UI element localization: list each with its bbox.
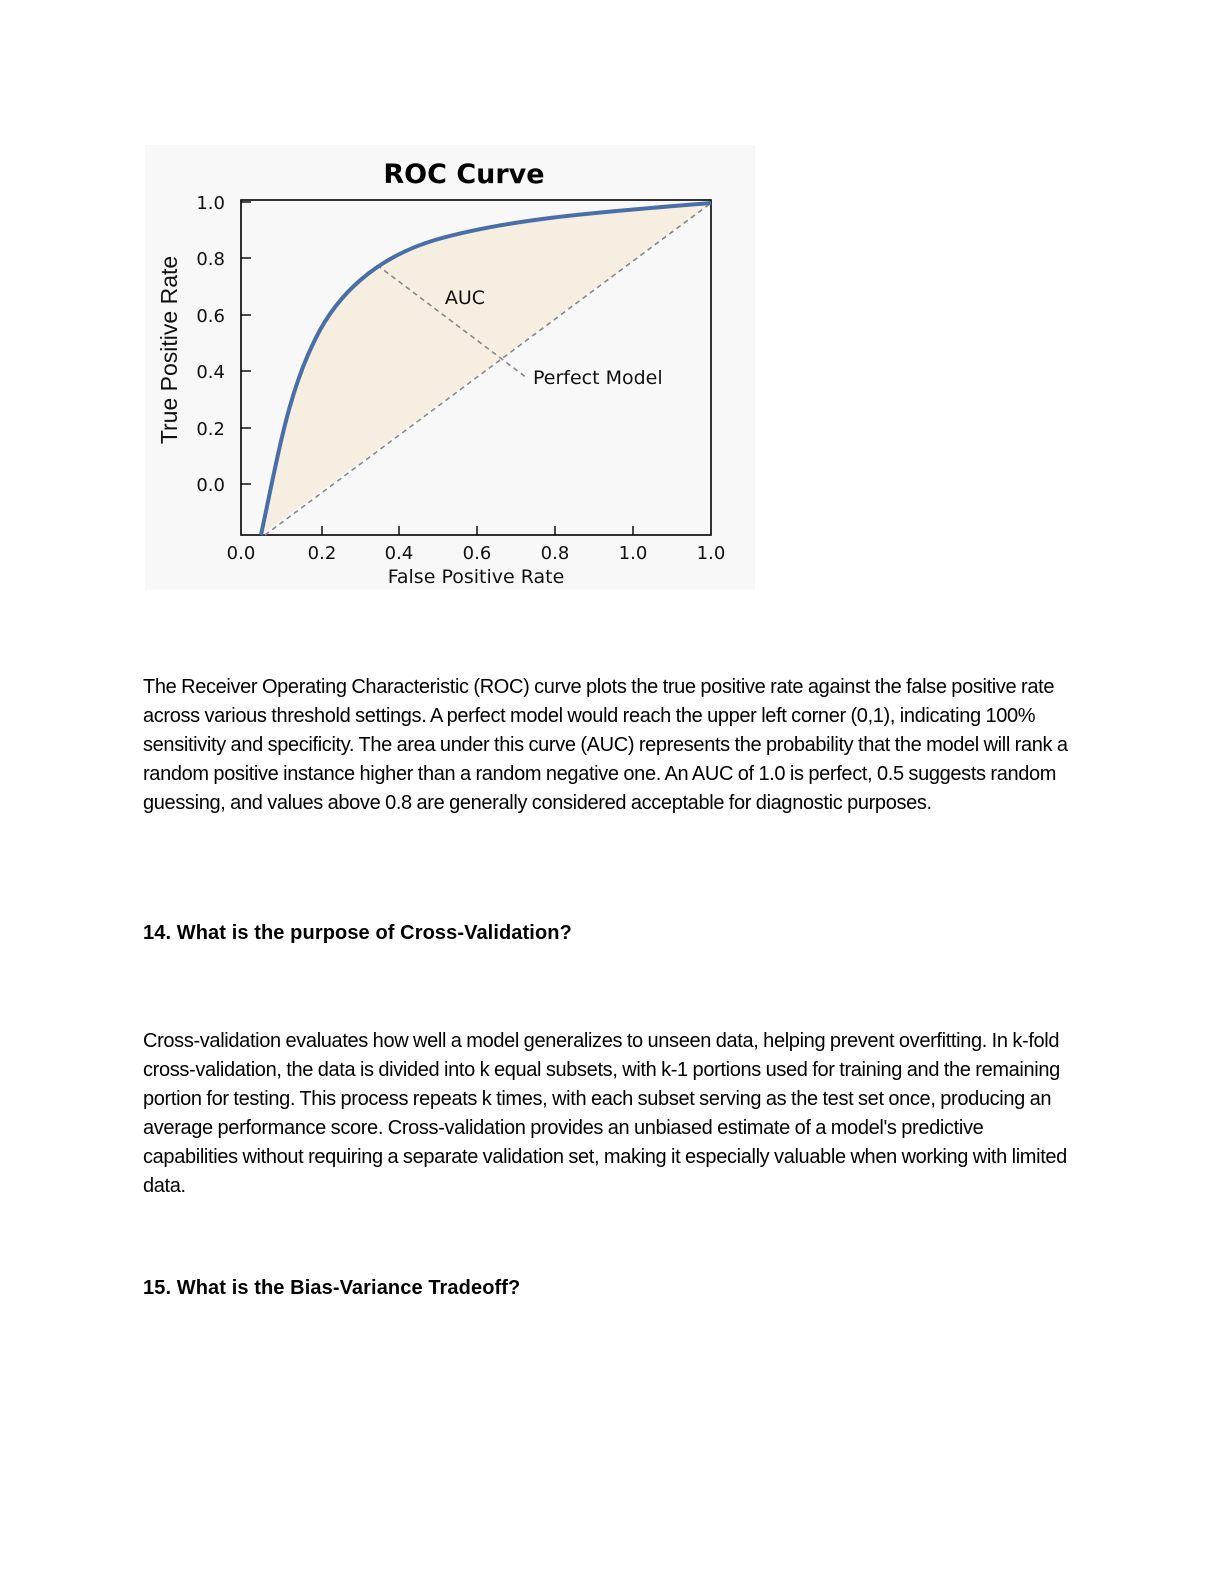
x-tick-labels xyxy=(227,543,726,564)
svg-text:1.0: 1.0 xyxy=(618,543,648,564)
svg-text:0.4: 0.4 xyxy=(384,543,414,564)
svg-text:0.8: 0.8 xyxy=(196,249,225,270)
auc-annotation: AUC xyxy=(444,287,486,309)
x-axis-ticks xyxy=(322,526,633,535)
x-axis-label: False Positive Rate xyxy=(387,566,565,588)
svg-text:0.4: 0.4 xyxy=(196,362,225,383)
svg-text:1.0: 1.0 xyxy=(196,193,225,214)
svg-text:0.8: 0.8 xyxy=(540,543,570,564)
y-axis-ticks xyxy=(241,202,251,484)
y-tick-labels xyxy=(196,193,225,496)
svg-text:0.6: 0.6 xyxy=(462,543,492,564)
roc-explanation-paragraph: The Receiver Operating Characteristic (ROC) curve plots the true positive rate against the false positive rate across various threshold settings. A perfect model would reach the upper left corner (0,1), indicating 100% sensitivity and specificity. The area under this curve (AUC) represents the probability that the model will rank a random positive instance higher than a random negative one. An AUC of 1.0 is perfect, 0.5 suggests random guessing, and values above 0.8 are generally considered acceptable for diagnostic purposes. xyxy=(143,676,1068,814)
svg-text:0.6: 0.6 xyxy=(196,306,225,327)
question-15-heading: 15. What is the Bias-Variance Tradeoff? xyxy=(143,1277,521,1299)
svg-text:0.2: 0.2 xyxy=(196,419,225,440)
question-14-heading: 14. What is the purpose of Cross-Validation? xyxy=(143,922,572,944)
cross-validation-paragraph: Cross-validation evaluates how well a model generalizes to unseen data, helping prevent overfitting. In k-fold cross-validation, the data is divided into k equal subsets, with k-1 portions used for training and the remaining portion for testing. This process repeats k times, with each subset serving as the test set once, producing an average performance score. Cross-validation provides an unbiased estimate of a model's predictive capabilities without requiring a separate validation set, making it especially valuable when working with limited data. xyxy=(143,1030,1067,1197)
y-axis-label: True Positive Rate xyxy=(156,255,182,445)
svg-text:0.2: 0.2 xyxy=(307,543,337,564)
roc-chart xyxy=(145,145,755,590)
roc-curve-figure xyxy=(145,145,755,590)
chart-title: ROC Curve xyxy=(383,159,545,190)
svg-text:0.0: 0.0 xyxy=(196,475,225,496)
svg-text:1.0: 1.0 xyxy=(696,543,726,564)
perfect-model-annotation: Perfect Model xyxy=(533,367,663,389)
svg-text:0.0: 0.0 xyxy=(226,543,256,564)
